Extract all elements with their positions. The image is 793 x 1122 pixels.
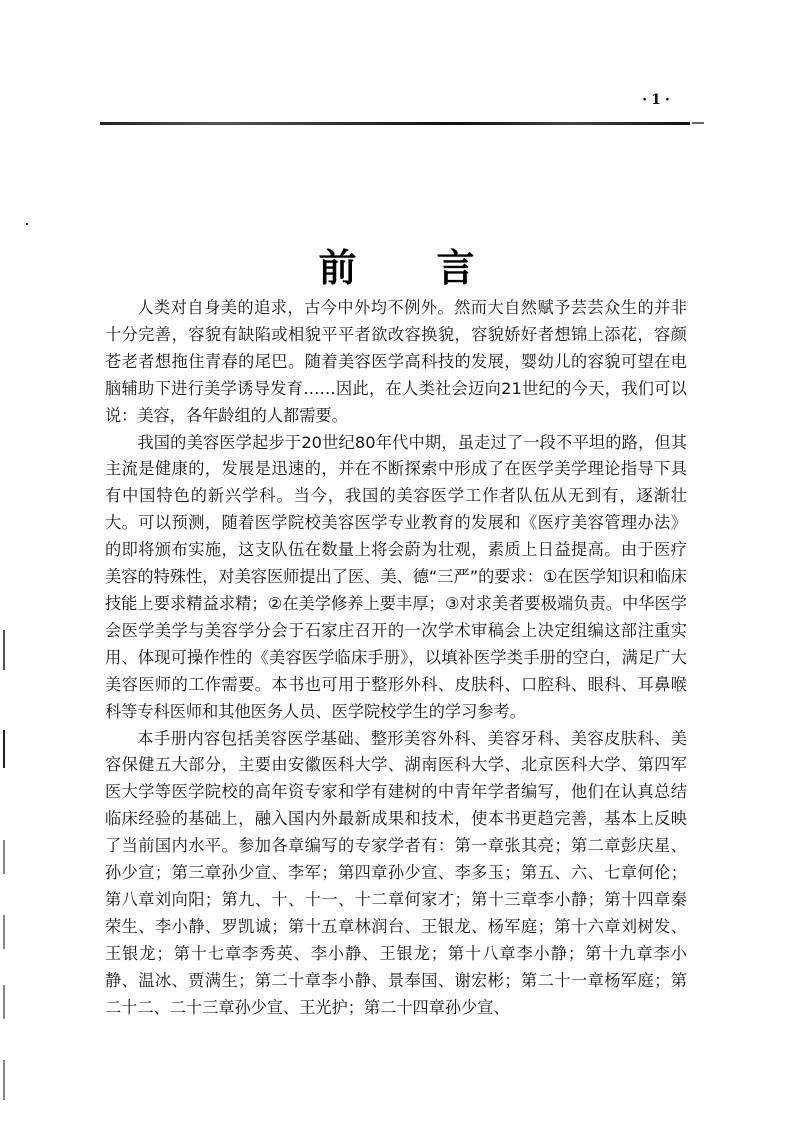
scan-artifact-dot (26, 223, 28, 225)
paragraph: 本手册内容包括美容医学基础、整形美容外科、美容牙科、美容皮肤科、美容保健五大部分，主要由安徽医科大学、湖南医科大学、北京医科大学、第四军医大学等医学院校的高年资专家和学有建树的中青年学者编写，他们在认真总结临床经验的基础上，融入国内外最新成果和技术，使本书更趋完善，基本上反映了当前国内水平。参加各章编写的专家学者有：第一章张其亮；第二章彭庆星、孙少宣；第三章孙少宣、李军；第四章孙少宣、李多玉；第五、六、七章何伦；第八章刘向阳；第九、十、十一、十二章何家才；第十三章李小静；第十四章秦荣生、李小静、罗凯诚；第十五章林润台、王银龙、杨军庭；第十六章刘树发、王银龙；第十七章李秀英、李小静、王银龙；第十八章李小静；第十九章李小静、温冰、贾满生；第二十章李小静、景奉国、谢宏彬；第二十一章杨军庭；第二十二、二十三章孙少宣、王光护；第二十四章孙少宣、 (105, 728, 687, 1017)
margin-mark (3, 985, 5, 1019)
preface-body (105, 295, 687, 1021)
header-rule (100, 122, 690, 125)
margin-mark (3, 630, 5, 670)
paragraph: 人类对自身美的追求，古今中外均不例外。然而大自然赋予芸芸众生的并非十分完善，容貌有缺陷或相貌平平者欲改容换貌，容貌娇好者想锦上添花，容颜苍老者想拖住青春的尾巴。随着美容医学高科技的发展，婴幼儿的容貌可望在电脑辅助下进行美学诱导发育……因此，在人类社会迈向21世纪的今天，我们可以说：美容，各年龄组的人都需要。 (105, 298, 687, 425)
page-number: ·1· (642, 92, 674, 108)
margin-mark (3, 1060, 5, 1100)
header-rule-tail (692, 122, 704, 124)
page-title: 前言 (318, 246, 555, 291)
margin-mark (3, 840, 5, 874)
margin-mark (3, 730, 5, 768)
margin-mark (3, 915, 5, 949)
paragraph: 我国的美容医学起步于20世纪80年代中期，虽走过了一段不平坦的路，但其主流是健康的，发展是迅速的，并在不断探索中形成了在医学美学理论指导下具有中国特色的新兴学科。当今，我国的美容医学工作者队伍从无到有，逐渐壮大。可以预测，随着医学院校美容医学专业教育的发展和《医疗美容管理办法》的即将颁布实施，这支队伍在数量上将会蔚为壮观，素质上日益提高。由于医疗美容的特殊性，对美容医师提出了医、美、德“三严”的要求：①在医学知识和临床技能上要求精益求精；②在美学修养上要丰厚；③对求美者要极端负责。中华医学会医学美学与美容学分会于石家庄召开的一次学术审稿会上决定组编这部注重实用、体现可操作性的《美容医学临床手册》，以填补医学类手册的空白，满足广大美容医师的工作需要。本书也可用于整形外科、皮肤科、口腔科、眼科、耳鼻喉科等专科医师和其他医务人员、医学院校学生的学习参考。 (105, 432, 687, 721)
